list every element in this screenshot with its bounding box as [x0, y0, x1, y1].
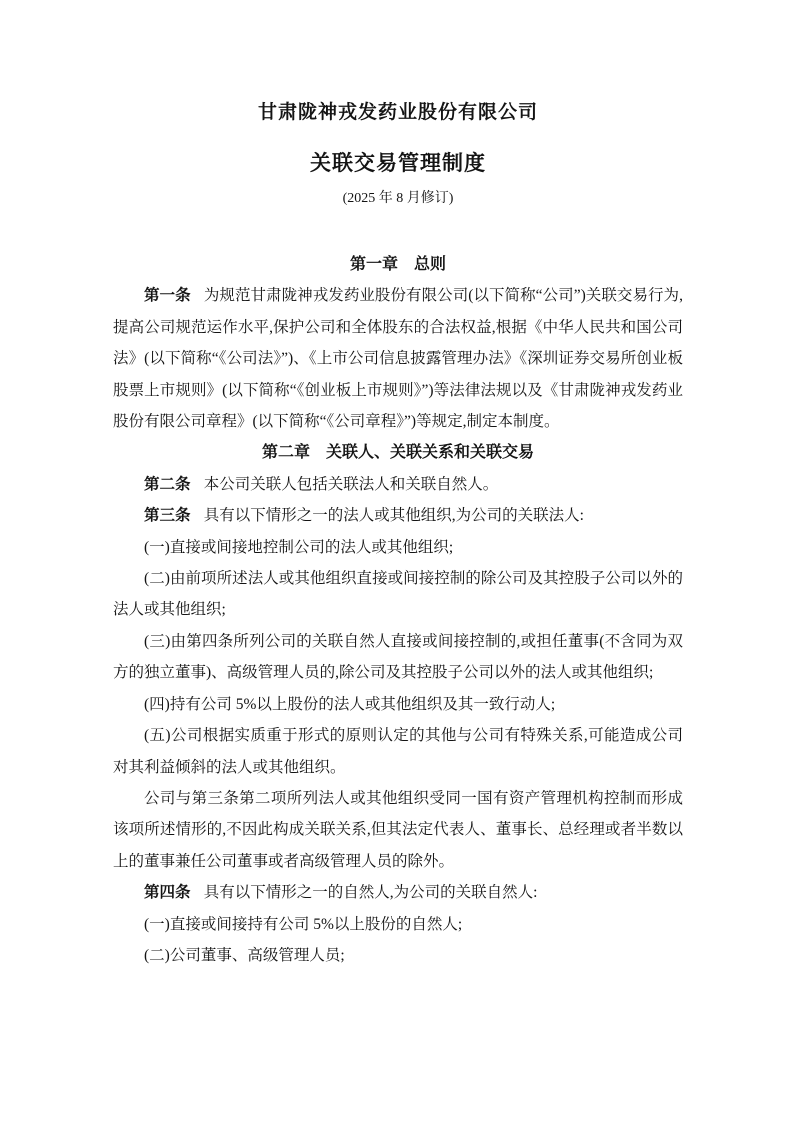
list-item-paragraph [113, 626, 683, 689]
article-paragraph [113, 500, 683, 531]
document-subtitle: 关联交易管理制度 [310, 151, 486, 175]
article-number: 第四条 [144, 884, 191, 902]
list-item-text: (五)公司根据实质重于形式的原则认定的其他与公司有特殊关系,可能造成公司对其利益倾斜的法人或其他组织。 [113, 727, 683, 776]
chapter-heading: 第一章 总则 [349, 256, 446, 273]
body-paragraph-text: 公司与第三条第二项所列法人或其他组织受同一国有资产管理机构控制而形成该项所述情形的,不因此构成关联关系,但其法定代表人、董事长、总经理或者半数以上的董事兼任公司董事或者高级管理人员的除外。 [113, 789, 683, 870]
list-item-text: (一)直接或间接地控制公司的法人或其他组织; [144, 538, 454, 556]
list-item-paragraph [113, 940, 683, 971]
list-item-paragraph [113, 909, 683, 940]
article-text: 具有以下情形之一的自然人,为公司的关联自然人: [203, 884, 538, 902]
list-item-text: (二)公司董事、高级管理人员; [144, 946, 345, 964]
article-paragraph [113, 280, 683, 437]
document-body [113, 249, 683, 971]
revision-note: (2025 年 8 月修订) [342, 191, 454, 206]
article-text: 为规范甘肃陇神戎发药业股份有限公司(以下简称“公司”)关联交易行为,提高公司规范运作水平,保护公司和全体股东的合法权益,根据《中华人民共和国公司法》(以下简称“《公司法》”)、《上市公司信息披露管理办法》《深圳证券交易所创业板股票上市规则》(以下简称“《创业板上市规则》”)等法律法规以及《甘肃陇神戎发药业股份有限公司章程》(以下简称“《公司章程》”)等规定,制定本制度。 [113, 287, 683, 431]
body-paragraph [113, 783, 683, 877]
article-text: 本公司关联人包括关联法人和关联自然人。 [203, 475, 499, 493]
article-paragraph [113, 469, 683, 500]
document-title: 甘肃陇神戎发药业股份有限公司 [257, 102, 538, 123]
article-number: 第一条 [144, 287, 191, 305]
list-item-paragraph [113, 532, 683, 563]
list-item-text: (三)由第四条所列公司的关联自然人直接或间接控制的,或担任董事(不含同为双方的独立董事)、高级管理人员的,除公司及其控股子公司以外的法人或其他组织; [113, 632, 683, 682]
list-item-paragraph [113, 720, 683, 783]
article-text: 具有以下情形之一的法人或其他组织,为公司的关联法人: [203, 507, 584, 525]
list-item-text: (一)直接或间接持有公司 5%以上股份的自然人; [144, 915, 463, 933]
article-number: 第三条 [144, 507, 191, 525]
list-item-paragraph [113, 563, 683, 626]
article-number: 第二条 [144, 475, 191, 493]
list-item-text: (四)持有公司 5%以上股份的法人或其他组织及其一致行动人; [144, 695, 556, 713]
article-paragraph [113, 877, 683, 908]
list-item-paragraph [113, 689, 683, 720]
list-item-text: (二)由前项所述法人或其他组织直接或间接控制的除公司及其控股子公司以外的法人或其他组织; [113, 570, 683, 619]
chapter-heading: 第二章 关联人、关联关系和关联交易 [261, 444, 534, 462]
